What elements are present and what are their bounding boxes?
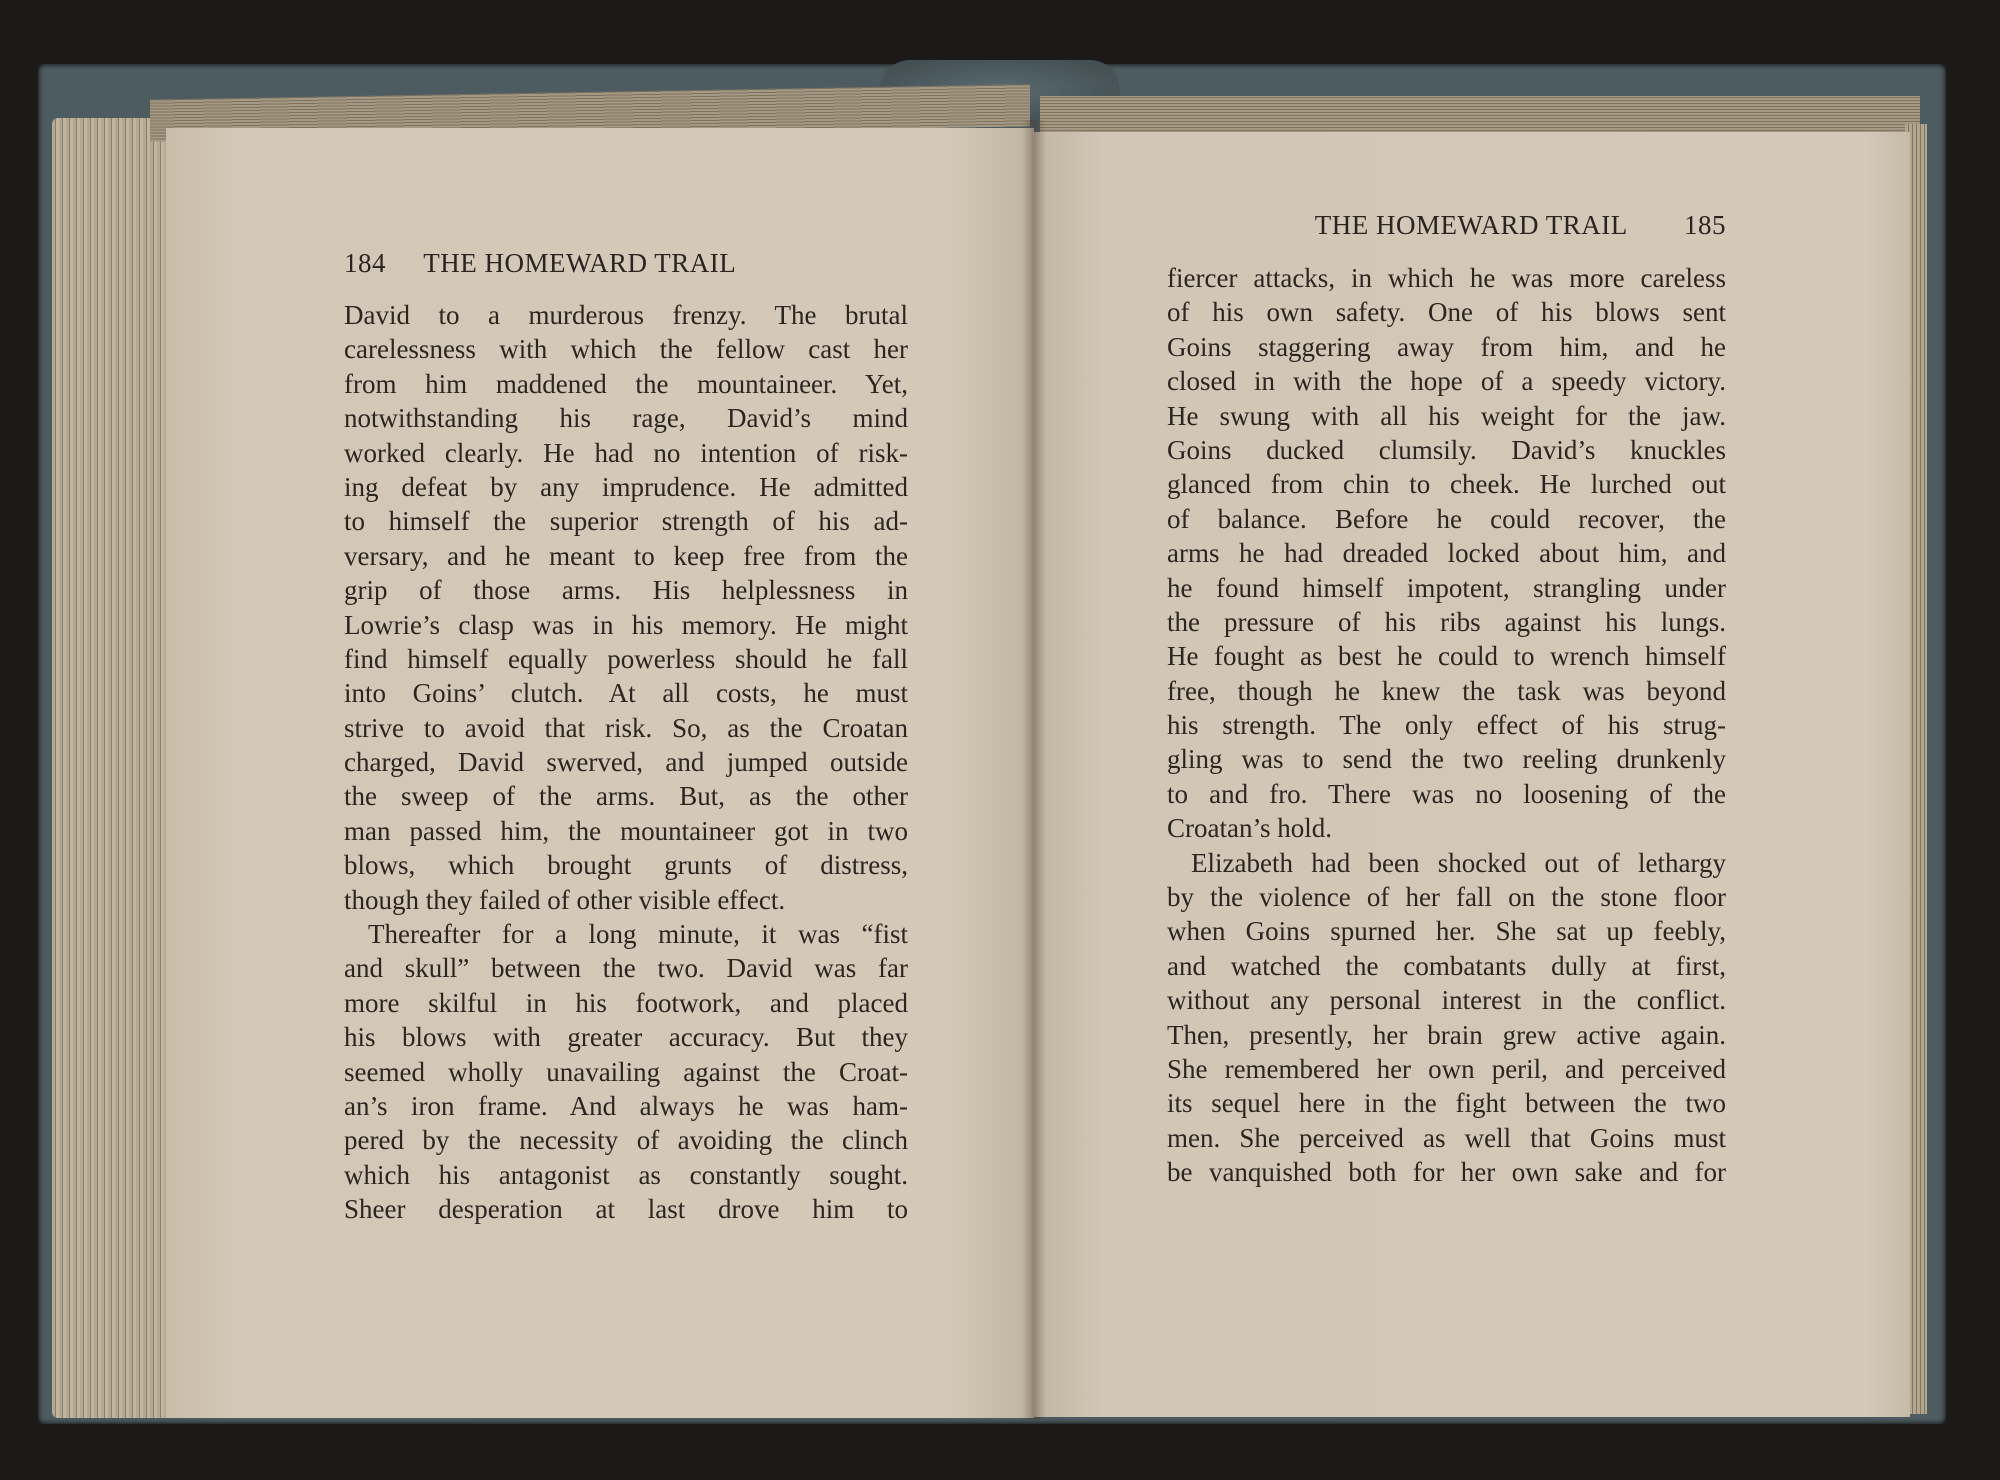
right-page-text — [1167, 261, 1726, 1190]
text-line: Elizabeth had been shocked out of lethargy — [1191, 847, 1726, 878]
text-line: and watched the combatants dully at first, — [1167, 950, 1726, 981]
text-line: to himself the superior strength of his ad- — [344, 506, 908, 537]
text-line: though they failed of other visible effect. — [344, 884, 786, 915]
text-line: Goins ducked clumsily. David’s knuckles — [1167, 434, 1726, 465]
text-line: of balance. Before he could recover, the — [1167, 503, 1726, 534]
text-line: pered by the necessity of avoiding the clinch — [344, 1125, 908, 1156]
page-edges-left — [52, 118, 172, 1418]
text-line: ing defeat by any imprudence. He admitted — [344, 471, 908, 502]
text-line: He fought as best he could to wrench himself — [1167, 641, 1726, 672]
left-running-head: THE HOMEWARD TRAIL — [423, 248, 737, 278]
text-line: carelessness with which the fellow cast her — [344, 334, 908, 365]
text-line: men. She perceived as well that Goins must — [1167, 1122, 1726, 1153]
book-gutter — [1022, 120, 1046, 1420]
text-line: Goins staggering away from him, and he — [1167, 331, 1726, 362]
text-line: He swung with all his weight for the jaw. — [1167, 400, 1726, 431]
text-line: the sweep of the arms. But, as the other — [344, 781, 908, 812]
text-line: of his own safety. One of his blows sent — [1167, 297, 1726, 328]
text-line: man passed him, the mountaineer got in two — [344, 815, 908, 846]
text-line: versary, and he meant to keep free from the — [344, 540, 908, 571]
page-edges-top-right — [1040, 96, 1920, 136]
text-line: from him maddened the mountaineer. Yet, — [344, 368, 908, 399]
right-page-number: 185 — [1684, 210, 1726, 240]
text-line: free, though he knew the task was beyond — [1167, 675, 1726, 706]
text-line: an’s iron frame. And always he was ham- — [344, 1090, 908, 1121]
text-line: Lowrie’s clasp was in his memory. He might — [344, 609, 908, 640]
text-line: strive to avoid that risk. So, as the Croatan — [344, 712, 908, 743]
text-line: when Goins spurned her. She sat up feebly, — [1167, 916, 1726, 947]
text-line: Sheer desperation at last drove him to — [344, 1194, 908, 1225]
text-line: seemed wholly unavailing against the Croat- — [344, 1056, 908, 1087]
text-line: David to a murderous frenzy. The brutal — [344, 300, 908, 330]
text-line: She remembered her own peril, and perceived — [1167, 1053, 1726, 1084]
text-line: be vanquished both for her own sake and for — [1167, 1157, 1726, 1188]
text-line: Then, presently, her brain grew active again. — [1167, 1019, 1726, 1050]
text-line: notwithstanding his rage, David’s mind — [344, 403, 908, 434]
left-running-header — [344, 248, 736, 279]
right-running-header — [1315, 210, 1726, 241]
text-line: his strength. The only effect of his strug- — [1167, 710, 1726, 741]
text-line: charged, David swerved, and jumped outside — [344, 747, 908, 778]
text-line: into Goins’ clutch. At all costs, he must — [344, 678, 908, 709]
text-line: gling was to send the two reeling drunkenly — [1167, 744, 1726, 775]
text-line: he found himself impotent, strangling under — [1167, 572, 1726, 603]
text-line: blows, which brought grunts of distress, — [344, 850, 908, 881]
left-page-text — [344, 298, 908, 1227]
text-line: find himself equally powerless should he fall — [344, 643, 908, 674]
text-line: to and fro. There was no loosening of the — [1167, 778, 1726, 809]
text-line: without any personal interest in the conflict. — [1167, 985, 1726, 1016]
text-line: closed in with the hope of a speedy victory. — [1167, 366, 1726, 397]
text-line: Croatan’s hold. — [1167, 813, 1332, 844]
text-line: which his antagonist as constantly sought. — [344, 1159, 908, 1190]
text-line: its sequel here in the fight between the two — [1167, 1088, 1726, 1119]
text-line: arms he had dreaded locked about him, and — [1167, 538, 1726, 569]
text-line: his blows with greater accuracy. But they — [344, 1022, 908, 1053]
text-line: by the violence of her fall on the stone floor — [1167, 882, 1726, 913]
text-line: more skilful in his footwork, and placed — [344, 987, 908, 1018]
left-page-number: 184 — [344, 248, 386, 278]
text-line: the pressure of his ribs against his lungs. — [1167, 606, 1726, 637]
text-line: and skull” between the two. David was far — [344, 953, 908, 984]
text-line: worked clearly. He had no intention of risk- — [344, 437, 908, 468]
text-line: glanced from chin to cheek. He lurched out — [1167, 469, 1726, 500]
text-line: Thereafter for a long minute, it was “fist — [368, 919, 908, 950]
text-line: grip of those arms. His helplessness in — [344, 575, 908, 606]
text-line: fiercer attacks, in which he was more careless — [1167, 263, 1726, 293]
right-running-head: THE HOMEWARD TRAIL — [1314, 210, 1627, 240]
